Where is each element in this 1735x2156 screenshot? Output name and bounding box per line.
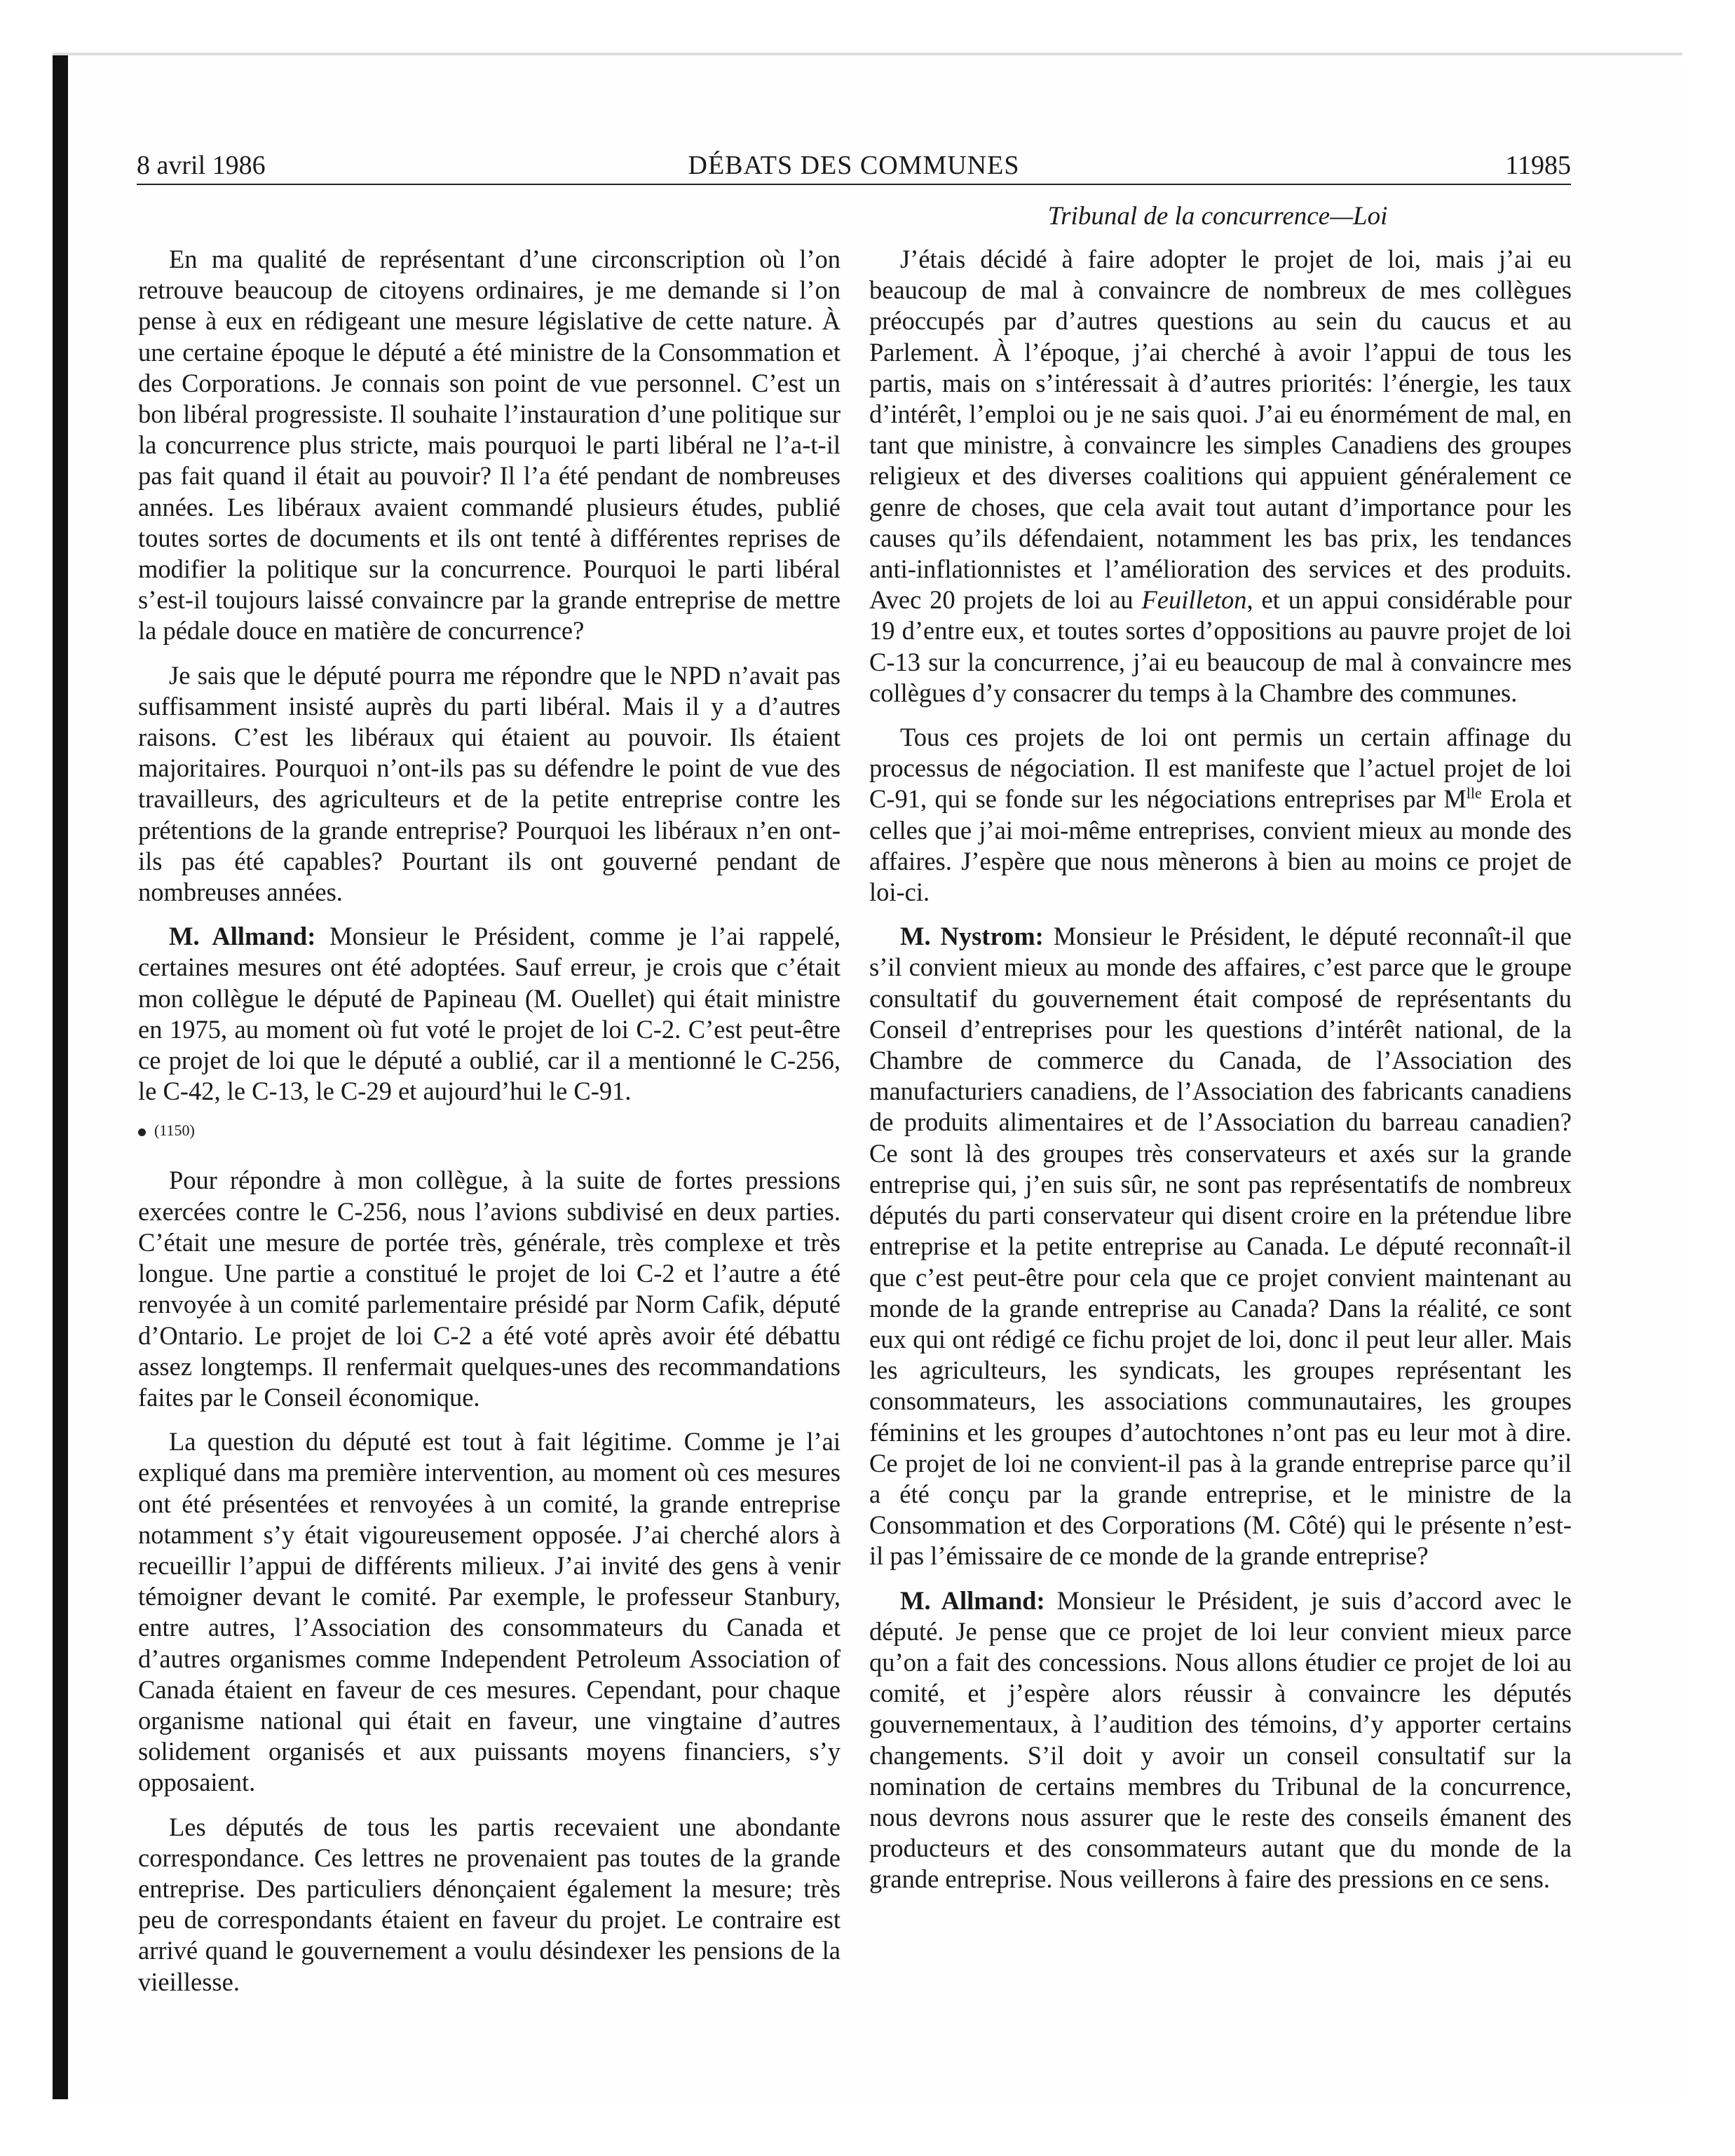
left-column [138,244,841,2011]
paragraph: En ma qualité de représentant d’une circonscription où l’on retrouve beaucoup de citoyens ordinaires, je me demande si l’on pense à eux en rédigeant une mesure législative de cette nature. À une certaine époque le député a été ministre de la Consommation et des Corporations. Je connais son point de vue personnel. C’est un bon libéral progressiste. Il souhaite l’instauration d’une politique sur la concurrence plus stricte, mais pourquoi le parti libéral ne l’a-t-il pas fait quand il était au pouvoir? Il l’a été pendant de nombreuses années. Les libéraux avaient commandé plusieurs études, publié toutes sortes de documents et ils ont tenté à différentes reprises de modifier la politique sur la concurrence. Pourquoi le parti libéral s’est-il toujours laissé convaincre par la grande entreprise de mettre la pédale douce en matière de concurrence? [138,245,841,646]
right-column [869,244,1572,1909]
paragraph: Pour répondre à mon collègue, à la suite de fortes pressions exercées contre le C-256, nous l’avions subdivisé en deux parties. C’était une mesure de portée très, générale, très complexe et très longue. Une partie a constitué le projet de loi C-2 et l’autre a été renvoyée à un comité parlementaire présidé par Norm Cafik, député d’Ontario. Le projet de loi C-2 a été voté après avoir été débattu assez longtemps. Il renfermait quelques-unes des recommandations faites par le Conseil économique. [138,1166,841,1412]
paragraph-text: J’étais décidé à faire adopter le projet de loi, mais j’ai eu beaucoup de mal à convaincre de nombreux de mes collègues préoccupés par d’autres questions au sein du caucus et au Parlement. À l’époque, j’ai cherché à avoir l’appui de tous les partis, mais on s’intéressait à d’autres priorités: l’énergie, les taux d’intérêt, l’emploi ou je ne sais quoi. J’ai eu énormément de mal, en tant que ministre, à convaincre les simples Canadiens des groupes religieux et des diverses coalitions qui appuient généralement ce genre de choses, que cela avait tout autant d’importance pour les causes qu’ils défendaient, notamment les bas prix, les tendances anti-inflationnistes et l’amélioration des services et des produits. Avec 20 projets de loi au [869,245,1572,615]
paragraph-text: Erola et celles que j’ai moi-même entreprises, convient mieux au monde des affaires. J’espère que nous mènerons à bien au moins ce projet de loi-ci. [869,784,1572,907]
header-page-number: 11985 [1505,151,1571,180]
bullet-icon [138,1128,146,1136]
paragraph [869,722,1572,908]
speech-paragraph [138,921,841,1107]
paragraph: La question du député est tout à fait légitime. Comme je l’ai expliqué dans ma première intervention, au moment où ces mesures ont été présentées et renvoyées à un comité, la grande entreprise notamment s’y était vigoureusement opposée. J’ai cherché alors à recueillir l’appui de différents milieux. J’ai invité des gens à venir témoigner devant le comité. Par exemple, le professeur Stanbury, entre autres, l’Association des consommateurs du Canada et d’autres organismes comme Independent Petroleum Association of Canada étaient en faveur de ces mesures. Cependant, pour chaque organisme national qui était en faveur, une vingtaine d’autres solidement organisés et aux puissants moyens financiers, s’y opposaient. [138,1427,841,1797]
paragraph-text: , et un appui considérable pour 19 d’entre eux, et toutes sortes d’oppositions au pauvre projet de loi C-13 sur la concurrence, j’ai eu beaucoup de mal à convaincre mes collègues d’y consacrer du temps à la Chambre des communes. [869,585,1572,707]
paragraph [869,244,1572,709]
running-head [137,147,1571,185]
speaker-name: M. Allmand: [900,1585,1045,1615]
paragraph-text: Tous ces projets de loi ont permis un certain affinage du processus de négociation. Il est manifeste que l’actuel projet de loi C-91, qui se fonde sur les négociations entreprises par M [869,723,1572,814]
speech-paragraph [869,921,1572,1571]
speech-paragraph [869,1585,1572,1895]
time-marker [138,1120,841,1141]
speech-text: Monsieur le Président, je suis d’accord avec le député. Je pense que ce projet de loi leur convient mieux parce qu’on a fait des concessions. Nous allons étudier ce projet de loi au comité, et j’espère alors réussir à convaincre les députés gouvernementaux, à l’audition des témoins, d’y apporter certains changements. S’il doit y avoir un conseil consultatif sur la nomination de certains membres du Tribunal de la concurrence, nous devrons nous assurer que le reste des conseils émanent des producteurs et des consommateurs autant que du monde de la grande entreprise. Nous veillerons à faire des pressions en ce sens. [869,1585,1572,1894]
speech-text: Monsieur le Président, le député reconnaît-il que s’il convient mieux au monde des affaires, c’est parce que le groupe consultatif du gouvernement était composé de représentants du Conseil d’entreprises pour les questions d’intérêt national, de la Chambre de commerce du Canada, de l’Association des manufacturiers canadiens, de l’Association des fabricants canadiens de produits alimentaires et de l’Association du barreau canadien? Ce sont là des groupes très conservateurs et axés sur la grande entreprise qui, j’en suis sûr, ne sont pas représentatifs de nombreux députés du parti conservateur qui disent croire en la prétendue libre entreprise et la petite entreprise au Canada. Le député reconnaît-il que c’est peut-être pour cela que ce projet convient maintenant au monde de la grande entreprise au Canada? Dans la réalité, ce sont eux qui ont rédigé ce fichu projet de loi, donc il peut leur aller. Mais les agriculteurs, les syndicats, les groupes représentant les consommateurs, les associations communautaires, les groupes féminins et les groupes d’autochtones n’ont pas eu leur mot à dire. Ce projet de loi ne convient-il pas à la grande entreprise parce qu’il a été conçu par la grande entreprise, et le ministre de la Consommation et des Corporations (M. Côté) qui le présente n’est-il pas l’émissaire de ce monde de la grande entreprise? [869,922,1572,1571]
italic-term: Feuilleton [1141,585,1247,615]
superscript: lle [1466,784,1482,803]
header-date: 8 avril 1986 [137,151,266,180]
subject-heading: Tribunal de la concurrence—Loi [1047,202,1388,231]
paragraph: Les députés de tous les partis recevaient une abondante correspondance. Ces lettres ne provenaient pas toutes de la grande entreprise. Des particuliers dénonçaient également la mesure; très peu de correspondants étaient en faveur du projet. Le contraire est arrivé quand le gouvernement a voulu désindexer les pensions de la vieillesse. [138,1812,841,1996]
header-publication-title: DÉBATS DES COMMUNES [688,151,1020,180]
speaker-name: M. Nystrom: [900,922,1044,951]
speech-text: Monsieur le Président, comme je l’ai rappelé, certaines mesures ont été adoptées. Sauf erreur, je crois que c’était mon collègue le député de Papineau (M. Ouellet) qui était ministre en 1975, au moment où fut voté le projet de loi C-2. C’est peut-être ce projet de loi que le député a oublié, car il a mentionné le C-256, le C-42, le C-13, le C-29 et aujourd’hui le C-91. [138,922,841,1106]
scan-binding-edge [53,53,68,2099]
paragraph: Je sais que le député pourra me répondre que le NPD n’avait pas suffisamment insisté auprès du parti libéral. Mais il y a d’autres raisons. C’est les libéraux qui étaient au pouvoir. Ils étaient majoritaires. Pourquoi n’ont-ils pas su défendre le point de vue des travailleurs, des agriculteurs et de la petite entreprise contre les prétentions de la grande entreprise? Pourquoi les libéraux n’en ont-ils pas été capables? Pourtant ils ont gouverné pendant de nombreuses années. [138,660,841,907]
speaker-name: M. Allmand: [169,922,316,951]
time-marker-text: (1150) [154,1121,195,1140]
